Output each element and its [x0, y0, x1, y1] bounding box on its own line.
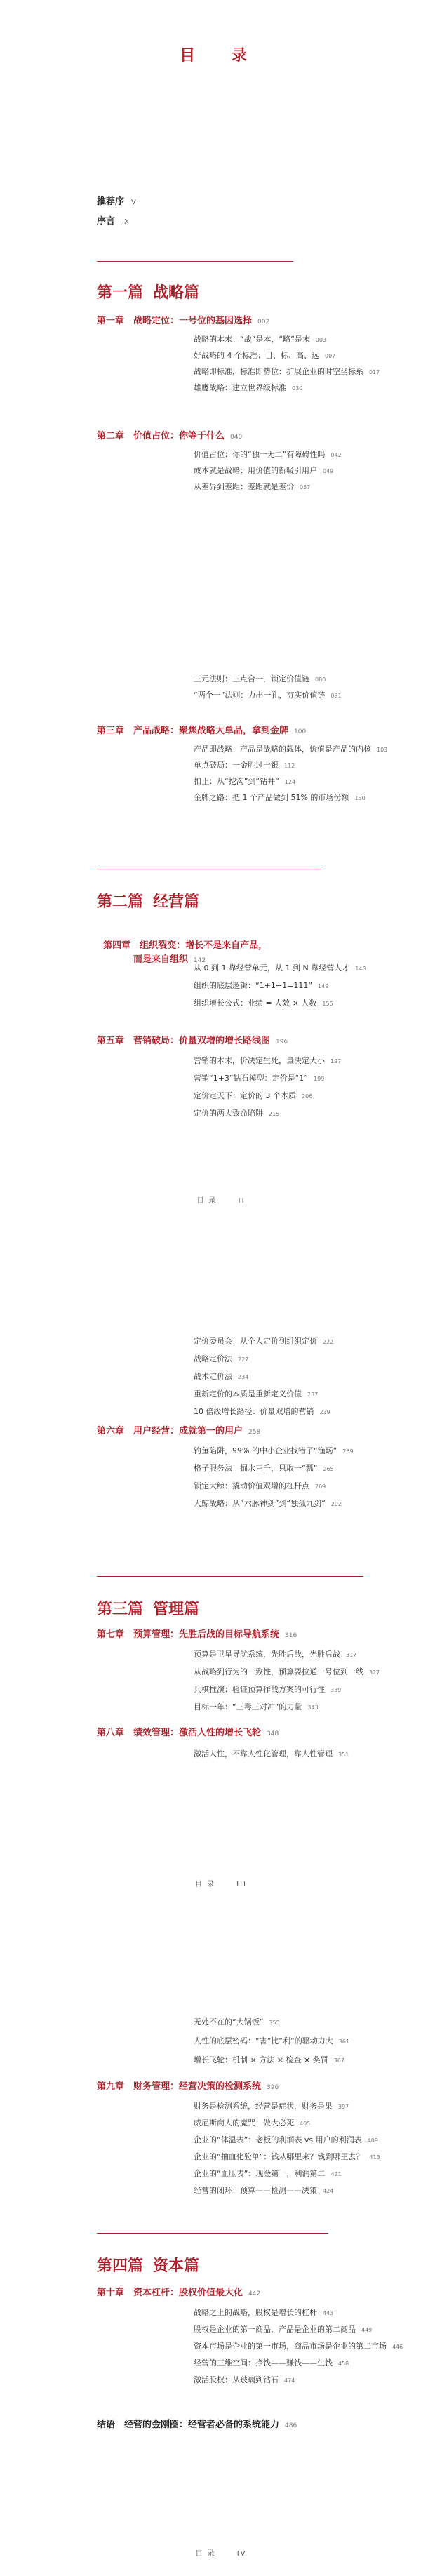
- section-page: 265: [323, 1466, 334, 1472]
- section-title: 单点破局：一金胜过十银: [194, 761, 279, 770]
- chapter-8-sections-cont: [97, 2017, 350, 2067]
- front-item-page: V: [131, 199, 136, 206]
- section-item[interactable]: [194, 1371, 333, 1383]
- section-title: 三元法则：三点合一，锁定价值链: [194, 674, 309, 683]
- section-title: 从 0 到 1 靠经营单元，从 1 到 N 靠经营人才: [194, 963, 350, 973]
- chapter-2-sections: [97, 449, 342, 493]
- chapter-page: 442: [248, 2290, 261, 2297]
- section-item[interactable]: [194, 1446, 354, 1457]
- part-name: 经营篇: [153, 893, 200, 911]
- section-title: 企业的“抽血化验单”：钱从哪里来？钱到哪里去？: [194, 2152, 364, 2161]
- part-divider: [97, 1576, 363, 1577]
- section-page: 227: [238, 1356, 249, 1363]
- section-title: 格子服务法：掘水三千，只取一“瓢”: [194, 1464, 318, 1473]
- front-item-foreword[interactable]: [97, 213, 129, 227]
- section-page: 091: [330, 693, 342, 699]
- chapter-title: 第六章 用户经营：成就第一的用户: [97, 1426, 243, 1436]
- section-title: 战略定价法: [194, 1354, 232, 1363]
- section-title: 目标一年：“三毒三对冲”的力量: [194, 1702, 302, 1711]
- section-title: 10 倍级增长路径：价量双增的营销: [194, 1407, 314, 1416]
- section-page: 143: [355, 966, 366, 972]
- section-page: 234: [238, 1374, 249, 1380]
- chapter-7[interactable]: [97, 1628, 297, 1643]
- section-item[interactable]: [194, 2324, 403, 2336]
- section-title: 定价定天下：定价的 3 个本质: [194, 1091, 296, 1100]
- section-item[interactable]: [194, 1684, 380, 1696]
- section-title: 好战略的 4 个标准：目、标、高、远: [194, 351, 319, 360]
- section-title: 从差异到差距：差距就是差价: [194, 482, 294, 491]
- section-title: 战术定价法: [194, 1372, 232, 1381]
- section-title: 战略即标准，标准即势位：扩展企业的时空坐标系: [194, 367, 363, 376]
- section-page: 449: [361, 2327, 373, 2333]
- section-page: 199: [314, 1076, 325, 1082]
- chapter-10-sections: [97, 2307, 403, 2387]
- section-page: 239: [319, 1409, 330, 1415]
- section-page: 003: [315, 337, 327, 343]
- section-title: 股权是企业的第一商品，产品是企业的第二商品: [194, 2325, 356, 2334]
- chapter-2[interactable]: [97, 429, 242, 444]
- chapter-page: 486: [285, 2422, 297, 2429]
- part-name: 管理篇: [153, 1600, 200, 1618]
- section-page: 197: [330, 1058, 342, 1065]
- section-title: “两个一”法则：力出一孔，夯实价值链: [194, 690, 326, 700]
- section-item[interactable]: [194, 1498, 354, 1510]
- chapter-6[interactable]: [97, 1424, 260, 1439]
- section-item[interactable]: [194, 2036, 349, 2048]
- section-title: 锁定大鲸：撬动价值双增的杠杆点: [194, 1481, 309, 1490]
- section-page: 057: [300, 484, 311, 490]
- section-title: 钓鱼陷阱，99% 的中小企业找错了“渔场”: [194, 1446, 337, 1455]
- chapter-8-sections: [97, 1749, 349, 1761]
- section-title: 金牌之路：把 1 个产品做到 51% 的市场份额: [194, 793, 349, 802]
- section-title: 激活股权：从玻璃到钻石: [194, 2375, 279, 2384]
- toc-title: 目 录: [180, 47, 262, 65]
- section-page: 017: [369, 369, 380, 375]
- section-page: 155: [322, 1001, 333, 1007]
- section-item[interactable]: [194, 350, 380, 362]
- chapter-6-sections: [97, 1446, 354, 1510]
- section-title: 雄鹰战略：建立世界级标准: [194, 383, 286, 392]
- chapter-3[interactable]: [97, 724, 306, 739]
- section-page: 327: [369, 1669, 380, 1676]
- section-item[interactable]: [194, 1481, 354, 1493]
- section-page: 413: [369, 2154, 380, 2161]
- chapter-4[interactable]: [97, 925, 267, 968]
- section-item[interactable]: [194, 690, 342, 702]
- section-title: 增长飞轮：机制 × 方法 × 检查 × 奖罚: [194, 2055, 328, 2064]
- section-item[interactable]: [194, 449, 342, 461]
- part-name: 战略篇: [153, 283, 200, 302]
- chapter-5-sections: [97, 1055, 342, 1120]
- part-heading-1: [97, 281, 199, 302]
- chapter-page: 258: [248, 1429, 261, 1436]
- part-heading-4: [97, 2254, 199, 2276]
- part-heading-2: [97, 890, 199, 912]
- section-page: 355: [269, 2020, 280, 2026]
- section-item[interactable]: [194, 1406, 333, 1418]
- section-page: 351: [338, 1751, 349, 1758]
- section-title: 定价的两大致命陷阱: [194, 1109, 263, 1118]
- section-title: 营销“1+3”钻石模型：定价是“1”: [194, 1074, 309, 1083]
- section-item[interactable]: [194, 2055, 349, 2067]
- section-item[interactable]: [194, 382, 380, 394]
- folio-label: 目 录: [195, 2550, 216, 2558]
- part-divider: [97, 2233, 328, 2234]
- chapter-title: 第七章 预算管理：先胜后战的目标导航系统: [97, 1629, 280, 1640]
- section-item[interactable]: [194, 1073, 341, 1085]
- section-page: 361: [338, 2038, 350, 2045]
- section-item[interactable]: [194, 1667, 380, 1679]
- section-item[interactable]: [194, 2358, 403, 2370]
- section-item[interactable]: [194, 1090, 341, 1102]
- section-item[interactable]: [194, 760, 387, 772]
- section-title: 企业的“血压表”：现金第一，利润第二: [194, 2169, 326, 2178]
- section-page: 007: [325, 353, 336, 359]
- section-page: 130: [354, 795, 366, 801]
- section-item[interactable]: [194, 2017, 349, 2029]
- front-item-label: 推荐序: [97, 196, 125, 207]
- section-page: 103: [377, 747, 388, 753]
- section-page: 269: [315, 1483, 326, 1490]
- section-item[interactable]: [194, 980, 366, 992]
- part-number: 第一篇: [97, 283, 144, 302]
- section-item[interactable]: [194, 963, 366, 975]
- section-page: 292: [330, 1501, 342, 1507]
- section-item[interactable]: [194, 1389, 333, 1401]
- section-page: 030: [292, 385, 303, 392]
- chapter-page: 196: [276, 1039, 288, 1046]
- section-title: 战略的本末：“战”是本，“略”是末: [194, 335, 310, 344]
- section-item[interactable]: [194, 674, 342, 686]
- section-item[interactable]: [194, 2135, 380, 2147]
- chapter-3-sections: [97, 744, 388, 804]
- section-page: 421: [330, 2171, 342, 2177]
- section-page: 049: [323, 468, 334, 474]
- section-page: 317: [346, 1652, 357, 1658]
- conclusion[interactable]: [97, 2418, 297, 2433]
- section-item[interactable]: [194, 2341, 403, 2353]
- chapter-title: 第二章 价值占位：你等于什么: [97, 431, 225, 441]
- chapter-7-sections: [97, 1649, 380, 1714]
- section-item[interactable]: [194, 1055, 341, 1067]
- section-page: 206: [302, 1093, 313, 1100]
- section-item[interactable]: [194, 1336, 333, 1348]
- section-item[interactable]: [194, 2151, 380, 2163]
- front-item-label: 序言: [97, 216, 116, 227]
- chapter-page: 040: [230, 434, 243, 441]
- section-page: 080: [315, 676, 326, 683]
- section-item[interactable]: [194, 334, 380, 346]
- chapter-5[interactable]: [97, 1034, 288, 1049]
- page-folio: [0, 2547, 442, 2558]
- part-divider: [97, 261, 293, 262]
- chapter-title: 第八章 绩效管理：激活人性的增长飞轮: [97, 1728, 262, 1738]
- section-page: 458: [338, 2361, 349, 2367]
- chapter-10[interactable]: [97, 2286, 260, 2301]
- chapter-title: 第一章 战略定位：一号位的基因选择: [97, 316, 253, 326]
- chapter-5-sections-cont: [97, 1336, 334, 1418]
- folio-page: II: [238, 1197, 246, 1205]
- section-page: 237: [307, 1392, 319, 1398]
- section-page: 405: [300, 2121, 311, 2127]
- section-item[interactable]: [194, 1463, 354, 1475]
- chapter-title: 第五章 营销破局：价量双增的增长路线图: [97, 1036, 271, 1046]
- chapter-9[interactable]: [97, 2080, 279, 2095]
- folio-page: IV: [236, 2550, 247, 2558]
- section-title: 人性的底层密码：“害”比“利”的驱动力大: [194, 2036, 333, 2046]
- section-page: 443: [323, 2310, 334, 2316]
- section-page: 124: [284, 779, 296, 785]
- section-item[interactable]: [194, 481, 342, 493]
- section-title: 成本就是战略：用价值的新吸引用户: [194, 466, 317, 475]
- section-item[interactable]: [194, 2118, 380, 2130]
- section-title: 兵棋推演：验证预算作战方案的可行性: [194, 1685, 325, 1694]
- part-number: 第二篇: [97, 893, 144, 911]
- chapter-title: 第九章 财务管理：经营决策的检测系统: [97, 2081, 262, 2092]
- part-heading-3: [97, 1597, 199, 1619]
- section-item[interactable]: [194, 792, 387, 804]
- section-item[interactable]: [194, 2101, 380, 2113]
- section-title: 企业的“体温表”：老板的利润表 vs 用户的利润表: [194, 2135, 362, 2144]
- section-title: 战略之上的战略，股权是增长的杠杆: [194, 2308, 317, 2317]
- section-item[interactable]: [194, 2375, 403, 2387]
- section-title: 价值占位：你的“独一无二”有障碍性吗: [194, 450, 326, 459]
- section-item[interactable]: [194, 2168, 380, 2180]
- section-title: 资本市场是企业的第一市场，商品市场是企业的第二市场: [194, 2342, 387, 2351]
- front-item-page: IX: [122, 218, 129, 226]
- section-item[interactable]: [194, 366, 380, 378]
- page-folio: [0, 1878, 442, 1888]
- section-title: 从战略到行为的一致性，预算要拉通一号位到一线: [194, 1667, 363, 1676]
- section-item[interactable]: [194, 1649, 380, 1661]
- chapter-1[interactable]: [97, 314, 269, 329]
- front-item-preface[interactable]: [97, 194, 136, 207]
- section-title: 预算是卫星导航系统，先胜后战，先胜后战: [194, 1650, 340, 1659]
- chapter-title: 第十章 资本杠杆：股权价值最大化: [97, 2288, 243, 2298]
- section-page: 409: [367, 2137, 378, 2144]
- section-title: 营销的本末，价决定生死，量决定大小: [194, 1056, 325, 1065]
- section-title: 威尼斯商人的魔咒：做大必死: [194, 2118, 294, 2128]
- section-title: 扣止：从“挖沟”到“钻井”: [194, 777, 279, 786]
- folio-page: III: [236, 1881, 248, 1888]
- section-page: 367: [333, 2057, 344, 2064]
- chapter-page: 100: [294, 728, 307, 735]
- chapter-title: 第三章 产品战略：聚焦战略大单品，拿到金牌: [97, 726, 289, 736]
- chapter-title: 第四章 组织裂变：增长不是来自产品， 而是来自组织: [103, 940, 268, 965]
- chapter-page: 396: [267, 2084, 279, 2091]
- section-item[interactable]: [194, 1749, 349, 1761]
- section-title: 大鲸战略：从“六脉神剑”到“独孤九剑”: [194, 1499, 326, 1508]
- chapter-page: 348: [267, 1730, 279, 1737]
- section-page: 343: [307, 1704, 319, 1711]
- section-title: 激活人性，不靠人性化管理，靠人性管理: [194, 1749, 333, 1759]
- section-item[interactable]: [194, 998, 366, 1010]
- chapter-page: 002: [257, 319, 270, 326]
- chapter-title: 结语 经营的金刚圈：经营者必备的系统能力: [97, 2420, 280, 2430]
- section-title: 经营的三维空间：挣钱——赚钱——生钱: [194, 2358, 333, 2368]
- part-number: 第三篇: [97, 1600, 144, 1618]
- section-title: 重新定价的本质是重新定义价值: [194, 1389, 302, 1399]
- chapter-8[interactable]: [97, 1726, 279, 1741]
- section-item[interactable]: [194, 1702, 380, 1714]
- chapter-1-sections: [97, 334, 380, 394]
- chapter-page: 142: [194, 957, 206, 964]
- section-page: 215: [269, 1111, 280, 1117]
- part-name: 资本篇: [153, 2257, 200, 2275]
- section-page: 397: [338, 2104, 349, 2110]
- section-page: 042: [330, 452, 342, 458]
- section-page: 424: [323, 2188, 334, 2194]
- chapter-2-sections-cont: [97, 674, 342, 702]
- section-page: 474: [284, 2377, 295, 2384]
- section-item[interactable]: [194, 2185, 380, 2197]
- chapter-page: 316: [285, 1632, 297, 1639]
- section-item[interactable]: [194, 2307, 403, 2319]
- section-page: 112: [284, 763, 295, 769]
- section-page: 259: [342, 1448, 354, 1455]
- section-item[interactable]: [194, 1108, 341, 1120]
- section-title: 组织的底层逻辑：“1+1+1=111”: [194, 981, 313, 990]
- folio-label: 目 录: [196, 1197, 217, 1205]
- section-page: 149: [318, 983, 329, 989]
- section-title: 组织增长公式：业绩 = 人效 × 人数: [194, 999, 317, 1008]
- section-title: 定价委员会：从个人定价到组织定价: [194, 1337, 317, 1346]
- page-folio: [0, 1194, 442, 1205]
- section-item[interactable]: [194, 744, 387, 756]
- folio-label: 目 录: [194, 1881, 216, 1888]
- part-number: 第四篇: [97, 2257, 144, 2275]
- section-page: 446: [392, 2344, 403, 2350]
- section-item[interactable]: [194, 776, 387, 788]
- section-title: 无处不在的“大锅饭”: [194, 2017, 264, 2027]
- section-item[interactable]: [194, 1354, 333, 1366]
- section-page: 339: [330, 1687, 342, 1693]
- section-title: 产品即战略：产品是战略的载体，价值是产品的内核: [194, 745, 371, 754]
- chapter-9-sections: [97, 2101, 380, 2197]
- section-title: 财务是检测系统，经营是症状，财务是果: [194, 2102, 333, 2111]
- section-page: 222: [323, 1339, 334, 1345]
- chapter-4-sections: [97, 963, 366, 1010]
- section-title: 经营的闭环：预算——检测——决策: [194, 2186, 317, 2195]
- section-item[interactable]: [194, 465, 342, 477]
